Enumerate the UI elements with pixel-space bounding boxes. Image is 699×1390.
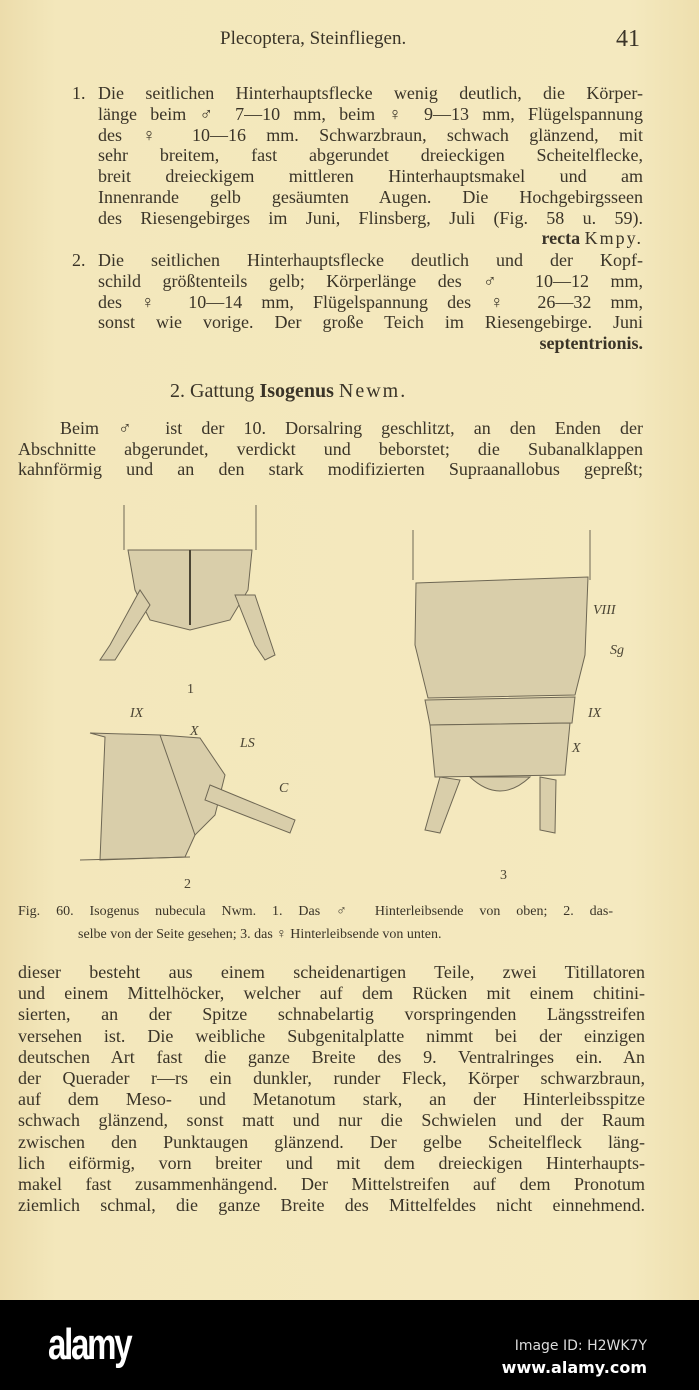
figure-illustration [0, 495, 699, 915]
genus-author: Newm. [338, 380, 408, 402]
text-line: sierten, an der Spitze schnabelartig vorspringenden Längsstreifen [18, 1004, 645, 1025]
text-line: schwach glänzend, sonst matt und nur die Schwielen und der Raum [18, 1110, 645, 1131]
text-line: dieser besteht aus einem scheidenartigen Teile, zwei Titillatoren [18, 962, 645, 982]
text-line: des Riesengebirges im Juni, Flinsberg, Juli (Fig. 58 u. 59). [98, 207, 643, 228]
figure-label: X [572, 741, 581, 756]
text-line: der Querader r—rs ein dunkler, runder Fleck, Körper schwarzbraun, [18, 1068, 645, 1088]
species-name: septentrionis. [539, 333, 643, 353]
text-line: länge beim ♂ 7—10 mm, beim ♀ 9—13 mm, Flügelspannung [98, 103, 643, 124]
watermark-url: www.alamy.com [501, 1358, 647, 1377]
species-author: Kmpy. [584, 228, 643, 248]
figure-label: IX [130, 706, 144, 721]
text-line: Die seitlichen Hinterhauptsflecke deutlich und der Kopf- [98, 250, 643, 270]
section-heading [170, 380, 407, 403]
genus-name: Isogenus [259, 380, 334, 402]
text-line: kahnförmig und an den stark modifizierten Supraanallobus gepreßt; [18, 459, 643, 479]
text-line: schild größtenteils gelb; Körperlänge des ♂ 10—12 mm, [98, 270, 643, 291]
text-line: Beim ♂ ist der 10. Dorsalring geschlitzt, an den Enden der [60, 418, 643, 438]
key-number: 2. [72, 250, 86, 270]
figure-sub-number: 1 [187, 682, 194, 697]
text-line: Innenrande gelb gesäumten Augen. Die Hochgebirgsseen [98, 187, 643, 207]
text-line: sehr breitem, fast abgerundet dreieckigen Scheitelflecke, [98, 145, 643, 166]
figure-sub-number: 3 [500, 868, 507, 883]
figure-label: X [190, 724, 199, 739]
text-line: breit dreieckigem mittleren Hinterhauptsmakel und am [98, 166, 643, 187]
text-line: makel fast zusammenhängend. Der Mittelstreifen auf dem Pronotum [18, 1174, 645, 1194]
figure-label: LS [240, 736, 255, 751]
page-number: 41 [616, 26, 640, 52]
heading-prefix: 2. Gattung [170, 380, 255, 402]
species-line-recta [98, 228, 643, 249]
figure-label: C [279, 781, 289, 796]
text-line: lich eiförmig, vorn breiter und mit dem dreieckigen Hinterhaupts- [18, 1152, 645, 1173]
watermark-footer [0, 1300, 699, 1390]
text-line: ziemlich schmal, die ganze Breite des Mittelfeldes nicht einnehmend. [18, 1195, 645, 1216]
text-line: auf dem Meso- und Metanotum stark, an der Hinterleibsspitze [18, 1089, 645, 1110]
text-line: Die seitlichen Hinterhauptsflecke wenig deutlich, die Körper- [98, 83, 643, 103]
text-line: des ♀ 10—14 mm, Flügelspannung des ♀ 26—32 mm, [98, 291, 643, 312]
text-line: versehen ist. Die weibliche Subgenitalplatte nimmt bei der einzigen [18, 1025, 645, 1046]
image-id: Image ID: H2WK7Y [514, 1338, 647, 1354]
figure-label: Sg [610, 643, 624, 658]
figure-label: VIII [593, 603, 616, 618]
figure-label: IX [588, 706, 602, 721]
text-line: sonst wie vorige. Der große Teich im Riesengebirge. Juni [98, 312, 643, 333]
text-line: zwischen den Punktaugen glänzend. Der gelbe Scheitelfleck läng- [18, 1131, 645, 1152]
text-line: des ♀ 10—16 mm. Schwarzbraun, schwach glänzend, mit [98, 124, 643, 145]
text-line: Fig. 60. Isogenus nubecula Nwm. 1. Das ♂ Hinterleibsende von oben; 2. das- [18, 904, 613, 919]
figure-sub-number: 2 [184, 877, 191, 892]
species-name: recta [541, 228, 581, 248]
text-line: selbe von der Seite gesehen; 3. das ♀ Hinterleibsende von unten. [78, 927, 442, 942]
running-title: Plecoptera, Steinfliegen. [220, 28, 407, 49]
key-number: 1. [72, 83, 86, 103]
text-line: Abschnitte abgerundet, verdickt und beborstet; die Subanalklappen [18, 438, 643, 459]
species-line-septentrionis [98, 333, 643, 354]
text-line: deutschen Art fast die ganze Breite des 9. Ventralringes ein. An [18, 1046, 645, 1067]
text-line: und einem Mittelhöcker, welcher auf dem Rücken mit einem chitini- [18, 983, 645, 1004]
alamy-logo: alamy [48, 1320, 131, 1369]
